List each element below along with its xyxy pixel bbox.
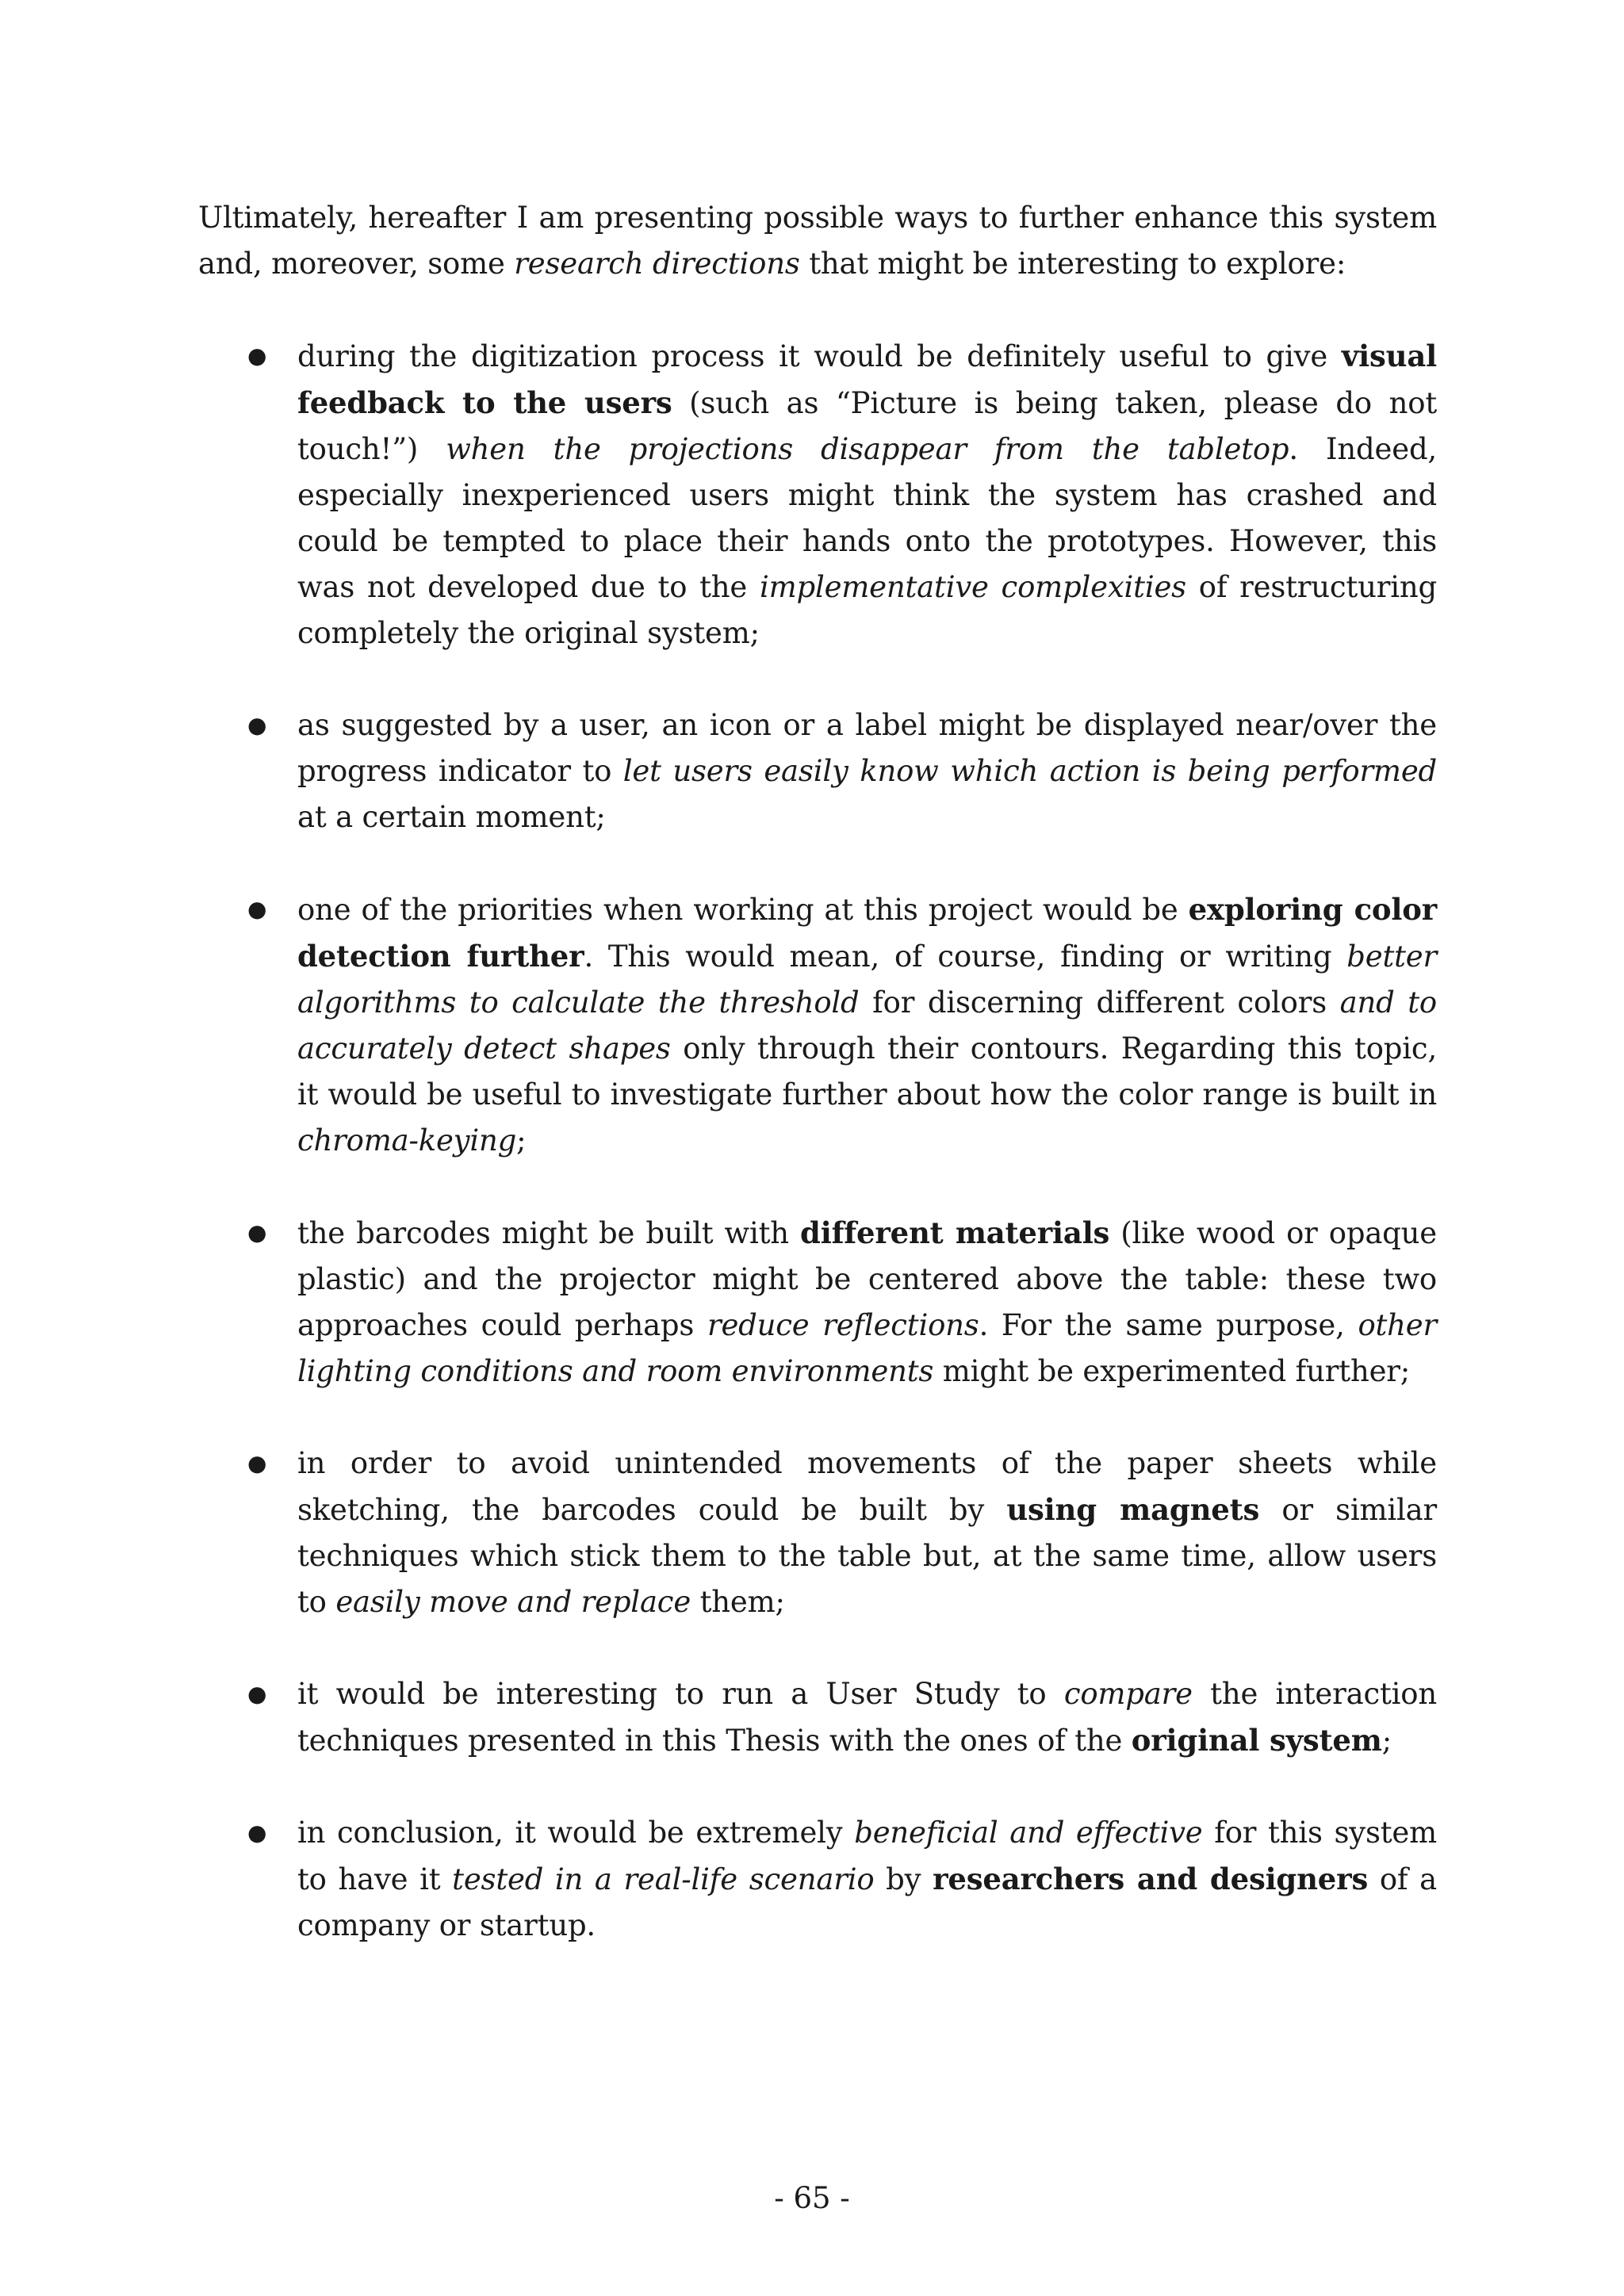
bullet-icon: ● <box>247 1681 267 1707</box>
item-emphasis: and to accurately detect shapes <box>297 985 1437 1066</box>
intro-emphasis: research directions <box>514 247 800 281</box>
list-item <box>198 1810 1437 1949</box>
item-emphasis: implementative complexities <box>759 570 1186 604</box>
item-text: ; <box>516 1123 527 1158</box>
intro-text-end: that might be interesting to explore: <box>799 247 1346 281</box>
item-emphasis: reduce reflections <box>707 1308 979 1342</box>
item-text: . For the same purpose, <box>979 1308 1358 1342</box>
list-item <box>198 1671 1437 1764</box>
bullet-icon: ● <box>247 1820 267 1846</box>
item-bold: visual feedback to the users <box>297 339 1437 420</box>
item-emphasis: chroma-keying <box>297 1123 517 1158</box>
item-text: (such as “Picture is being taken, please do not touch!”) <box>297 386 1437 466</box>
item-text: or similar techniques which stick them to the table but, at the same time, allow users to <box>297 1493 1437 1619</box>
item-emphasis: beneficial and effective <box>854 1816 1203 1850</box>
item-text: it would be interesting to run a User Study to <box>297 1677 1064 1711</box>
item-text: . Indeed, especially inexperienced users might think the system has crashed and could be tempted to place their hands onto the prototypes. However, this was not developed due to the <box>297 432 1437 604</box>
item-text: during the digitization process it would be definitely useful to give <box>297 339 1342 373</box>
item-bold: original system <box>1131 1723 1382 1758</box>
item-text: ; <box>1381 1724 1392 1758</box>
list-item <box>198 1441 1437 1625</box>
item-text: only through their contours. Regarding this topic, it would be useful to investigate further about how the color range is built in <box>297 1031 1438 1112</box>
intro-paragraph <box>198 195 1437 287</box>
list-item <box>198 702 1437 840</box>
item-bold: exploring color detection further <box>297 892 1438 974</box>
item-bold: researchers and designers <box>933 1862 1369 1896</box>
item-emphasis: easily move and replace <box>335 1585 691 1619</box>
bullet-icon: ● <box>247 712 267 738</box>
item-text: them; <box>691 1585 785 1619</box>
bullet-icon: ● <box>247 1450 267 1476</box>
item-emphasis: let users easily know which action is being performed <box>622 754 1437 788</box>
bullet-icon: ● <box>247 1219 267 1246</box>
item-text: of a company or startup. <box>297 1862 1437 1942</box>
item-text: might be experimented further; <box>933 1354 1411 1388</box>
item-text: . This would mean, of course, finding or writing <box>584 939 1347 974</box>
list-item <box>198 1210 1437 1395</box>
item-text: the barcodes might be built with <box>297 1216 801 1250</box>
item-bold: different materials <box>800 1215 1110 1250</box>
item-text: for discerning different colors <box>859 985 1340 1020</box>
bullet-icon: ● <box>247 896 267 922</box>
intro-text: Ultimately, hereafter I am presenting possible ways to further enhance this system and, moreover, some <box>198 201 1437 281</box>
item-emphasis: better algorithms to calculate the threshold <box>297 939 1437 1020</box>
item-text: at a certain moment; <box>297 800 606 834</box>
item-text: as suggested by a user, an icon or a label might be displayed near/over the progress indicator to <box>297 708 1437 788</box>
item-text: one of the priorities when working at this project would be <box>297 893 1189 927</box>
item-emphasis: when the projections disappear from the tabletop <box>446 432 1289 466</box>
item-text: the interaction techniques presented in this Thesis with the ones of the <box>297 1677 1437 1758</box>
item-emphasis: tested in a real-life scenario <box>452 1862 875 1896</box>
list-item <box>198 886 1437 1164</box>
item-text: by <box>874 1862 933 1896</box>
item-text: for this system to have it <box>297 1816 1437 1896</box>
page-number: - 65 - <box>774 2181 850 2215</box>
research-directions-list <box>198 333 1437 1949</box>
item-text: in order to avoid unintended movements of the paper sheets while sketching, the barcodes could be built by <box>297 1446 1437 1527</box>
item-text: of restructuring completely the original system; <box>297 570 1437 650</box>
bullet-icon: ● <box>247 342 267 369</box>
item-text: (like wood or opaque plastic) and the projector might be centered above the table: these two approaches could perhaps <box>297 1216 1437 1342</box>
item-emphasis: compare <box>1063 1677 1193 1711</box>
page-body <box>198 195 1437 1995</box>
item-emphasis: other lighting conditions and room environments <box>297 1308 1437 1388</box>
item-bold: using magnets <box>1006 1492 1260 1527</box>
list-item <box>198 333 1437 656</box>
item-text: in conclusion, it would be extremely <box>297 1816 855 1850</box>
